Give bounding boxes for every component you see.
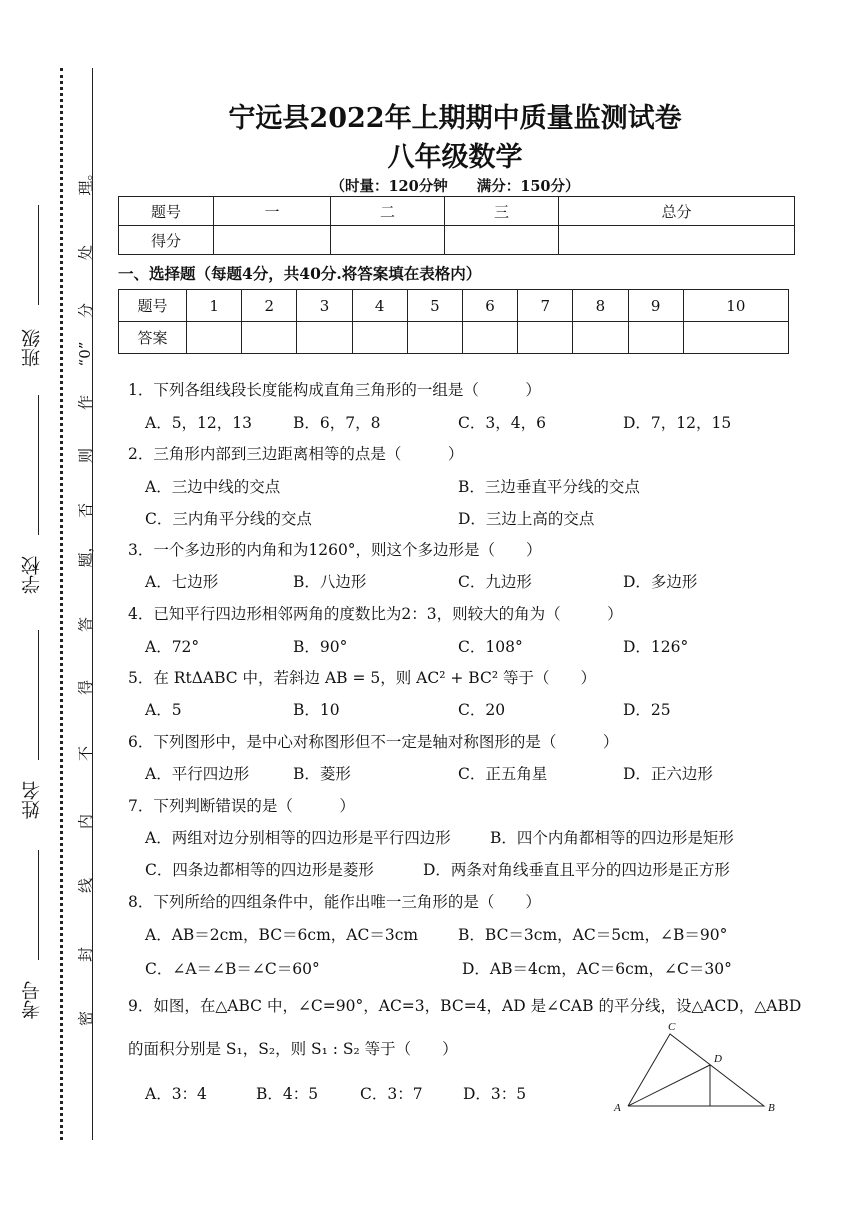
answer-cell[interactable]: [242, 322, 297, 354]
answer-table: [118, 289, 789, 354]
seal-char: 密: [76, 1011, 95, 1027]
answer-number: 3: [297, 290, 352, 322]
question-stem: 9．如图，在△ABC 中，∠C=90°，AC=3，BC=4，AD 是∠CAB 的平分线，设△ACD，△ABD: [128, 997, 802, 1015]
answer-row-label: 答案: [119, 322, 187, 354]
score-table: [118, 196, 795, 255]
question-stem-continued: 的面积分别是 S₁，S₂，则 S₁ : S₂ 等于（ ）: [128, 1040, 458, 1058]
exam-subject: 八年级数学: [387, 142, 523, 173]
seal-dotted-line: [60, 68, 63, 1140]
answer-cell[interactable]: [187, 322, 242, 354]
option-b: B．菱形: [293, 765, 351, 783]
seal-char: 题，: [76, 537, 95, 568]
name-blank: [38, 630, 39, 760]
answer-cell[interactable]: [297, 322, 352, 354]
option-d: D．7，12，15: [623, 414, 732, 432]
option-a: A．AB＝2cm，BC＝6cm，AC＝3cm: [145, 926, 419, 944]
school-label: 学校: [21, 556, 43, 594]
option-c: C．三内角平分线的交点: [145, 510, 312, 528]
answer-number: 4: [352, 290, 407, 322]
answer-number: 2: [242, 290, 297, 322]
score-cell[interactable]: [214, 226, 331, 255]
answer-number: 10: [683, 290, 788, 322]
option-b: B．四个内角都相等的四边形是矩形: [490, 829, 734, 847]
vertex-a-label: A: [614, 1102, 621, 1114]
option-a: A．两组对边分别相等的四边形是平行四边形: [145, 829, 451, 847]
question-stem: 8．下列所给的四组条件中，能作出唯一三角形的是（ ）: [128, 893, 541, 911]
answer-header-label: 题号: [119, 290, 187, 322]
answer-cell[interactable]: [407, 322, 462, 354]
option-a: A．平行四边形: [145, 765, 250, 783]
option-c: C．108°: [458, 638, 523, 656]
seal-char: 线: [76, 878, 95, 894]
class-blank: [38, 205, 39, 305]
score-cell[interactable]: [331, 226, 445, 255]
answer-number: 1: [187, 290, 242, 322]
option-c: C．正五角星: [458, 765, 548, 783]
score-row-label: 得分: [119, 226, 214, 255]
seal-char: 内: [76, 814, 95, 830]
seal-char: 得: [76, 680, 95, 696]
option-c: C．四条边都相等的四边形是菱形: [145, 861, 374, 879]
option-d: D．3：5: [463, 1085, 527, 1103]
answer-cell[interactable]: [573, 322, 628, 354]
option-c: C．3：7: [360, 1085, 423, 1103]
option-d: D．三边上高的交点: [458, 510, 595, 528]
section-heading: 一、选择题（每题4分，共40分.将答案填在表格内）: [118, 264, 482, 283]
option-d: D．25: [623, 701, 671, 719]
option-d: D．正六边形: [623, 765, 713, 783]
option-d: D．两条对角线垂直且平分的四边形是正方形: [423, 861, 730, 879]
answer-cell[interactable]: [683, 322, 788, 354]
seal-char: 分: [76, 303, 95, 319]
question-stem: 6．下列图形中，是中心对称图形但不一定是轴对称图形的是（ ）: [128, 733, 619, 751]
option-b: B．三边垂直平分线的交点: [458, 478, 640, 496]
option-c: C．∠A＝∠B＝∠C＝60°: [145, 960, 320, 978]
score-header-cell: 一: [214, 197, 331, 226]
answer-cell[interactable]: [628, 322, 683, 354]
option-d: D．AB＝4cm，AC＝6cm，∠C＝30°: [462, 960, 732, 978]
answer-number: 5: [407, 290, 462, 322]
option-a: A．3：4: [145, 1085, 207, 1103]
option-b: B．10: [293, 701, 340, 719]
option-b: B．BC＝3cm，AC＝5cm，∠B＝90°: [458, 926, 728, 944]
question-stem: 1．下列各组线段长度能构成直角三角形的一组是（ ）: [128, 381, 541, 399]
option-c: C．3，4，6: [458, 414, 546, 432]
seal-solid-line: [92, 68, 93, 1140]
option-a: A．5，12，13: [145, 414, 253, 432]
answer-number: 6: [462, 290, 517, 322]
question-stem: 5．在 RtΔABC 中，若斜边 AB = 5，则 AC² + BC² 等于（ ）: [128, 669, 596, 687]
answer-cell[interactable]: [518, 322, 573, 354]
option-c: C．20: [458, 701, 506, 719]
score-header-cell: 三: [445, 197, 559, 226]
option-b: B．6，7，8: [293, 414, 381, 432]
answer-cell[interactable]: [462, 322, 517, 354]
answer-number: 7: [518, 290, 573, 322]
name-label: 姓名: [21, 781, 43, 819]
seal-char: “0”: [76, 341, 94, 367]
option-a: A．5: [145, 701, 182, 719]
exam-no-label: 考号: [21, 981, 43, 1019]
exam-info: （时量：120分钟 满分：150分）: [330, 178, 580, 195]
option-a: A．72°: [145, 638, 200, 656]
triangle-figure: [600, 1015, 790, 1124]
option-c: C．九边形: [458, 573, 532, 591]
question-stem: 7．下列判断错误的是（ ）: [128, 797, 355, 815]
option-b: B．八边形: [293, 573, 367, 591]
option-a: A．七边形: [145, 573, 219, 591]
seal-char: 不: [76, 746, 95, 762]
score-cell[interactable]: [445, 226, 559, 255]
score-cell[interactable]: [559, 226, 795, 255]
score-header-cell: 总分: [559, 197, 795, 226]
option-b: B．90°: [293, 638, 348, 656]
seal-char: 作: [76, 395, 95, 411]
answer-number: 8: [573, 290, 628, 322]
option-a: A．三边中线的交点: [145, 478, 281, 496]
class-label: 班级: [21, 329, 43, 367]
seal-char: 则: [76, 448, 95, 464]
seal-char: 否: [76, 503, 95, 519]
option-b: B．4：5: [256, 1085, 319, 1103]
score-header-cell: 二: [331, 197, 445, 226]
seal-char: 封: [76, 947, 95, 963]
school-blank: [38, 395, 39, 535]
seal-char: 答: [76, 617, 95, 633]
option-d: D．多边形: [623, 573, 698, 591]
vertex-b-label: B: [768, 1102, 775, 1114]
question-stem: 2．三角形内部到三边距离相等的点是（ ）: [128, 445, 464, 463]
triangle-outline: [628, 1034, 764, 1106]
question-stem: 3．一个多边形的内角和为1260°，则这个多边形是（ ）: [128, 541, 542, 559]
exam-title: 宁远县2022年上期期中质量监测试卷: [228, 103, 682, 134]
seal-char: 理。: [76, 165, 95, 196]
option-d: D．126°: [623, 638, 689, 656]
vertex-c-label: C: [668, 1021, 676, 1033]
score-header-cell: 题号: [119, 197, 214, 226]
exam-no-blank: [38, 850, 39, 960]
point-d-label: D: [714, 1053, 722, 1065]
answer-cell[interactable]: [352, 322, 407, 354]
seal-char: 处: [76, 245, 95, 261]
question-stem: 4．已知平行四边形相邻两角的度数比为2：3，则较大的角为（ ）: [128, 605, 623, 623]
answer-number: 9: [628, 290, 683, 322]
